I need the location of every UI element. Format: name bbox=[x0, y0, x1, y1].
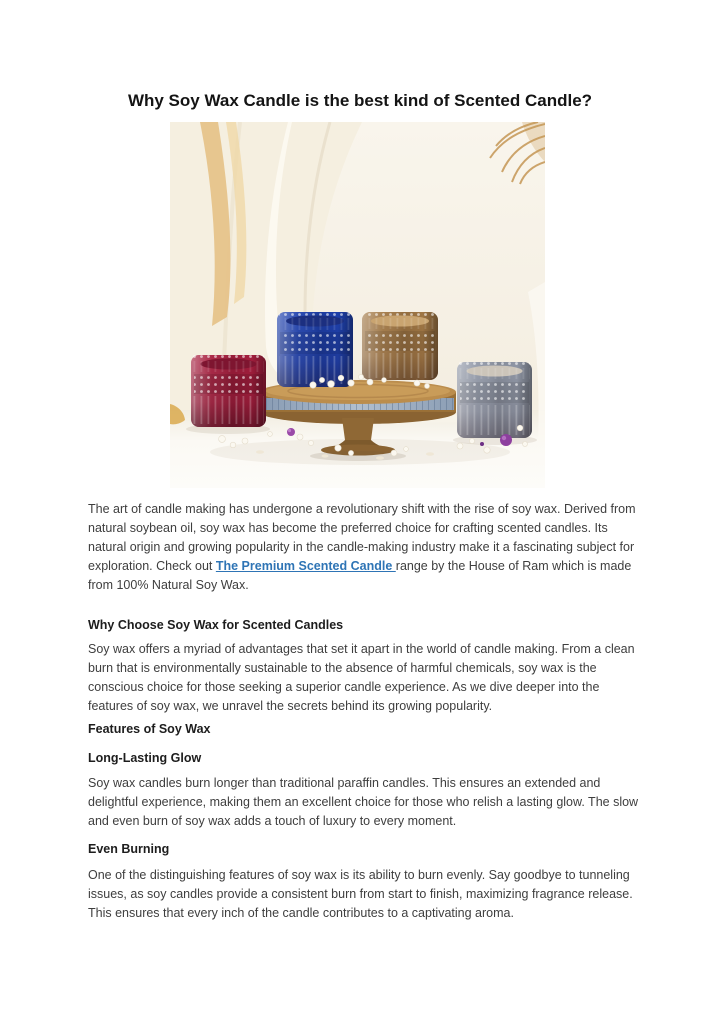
paragraph-even-burning: One of the distinguishing features of soy wax is its ability to burn evenly. Say goodbye to tunneling issues, as soy candles provide a consistent burn from start to finish, maximizing fragrance release. This ensures that every inch of the candle contributes to a captivating aroma. bbox=[88, 868, 633, 920]
heading-features-of-soy-wax: Features of Soy Wax bbox=[88, 722, 211, 736]
paragraph-long-lasting-glow: Soy wax candles burn longer than traditional paraffin candles. This ensures an extended and delightful experience, making them an excellent choice for those who relish a lasting glow. The slow and even burn of soy wax adds a touch of luxury to every moment. bbox=[88, 776, 639, 828]
gray-candle bbox=[453, 360, 537, 445]
heading-long-lasting-glow: Long-Lasting Glow bbox=[88, 751, 202, 765]
intro-text-after: range by the House of Ram which is made from 100% Natural Soy Wax. bbox=[88, 559, 632, 592]
heading-why-choose-soy-wax: Why Choose Soy Wax for Scented Candles bbox=[88, 618, 344, 632]
heading-even-burning: Even Burning bbox=[88, 842, 170, 856]
candle-photo-svg bbox=[170, 122, 545, 488]
page-title: Why Soy Wax Candle is the best kind of Scented Candle? bbox=[127, 91, 593, 110]
paragraph-why-choose-soy-wax: Soy wax offers a myriad of advantages that set it apart in the world of candle making. From a clean burn that is environmentally sustainable to the absence of harmful chemicals, soy wax is the conscious choice for those seeking a superior candle experience. As we dive deeper into the features of soy wax, we unravel the secrets behind its growing popularity. bbox=[88, 642, 635, 713]
premium-scented-candle-link[interactable]: The Premium Scented Candle bbox=[215, 559, 396, 573]
intro-paragraph bbox=[88, 500, 640, 595]
red-candle bbox=[186, 353, 270, 434]
article-image bbox=[170, 122, 545, 488]
intro-text-before: The art of candle making has undergone a revolutionary shift with the rise of soy wax. Derived from natural soybean oil, soy wax has become the preferred choice for crafting scented candles. Its natural origin and growing popularity in the candle-making industry make it a fascinating subject for exploration. Check out bbox=[88, 502, 636, 573]
amber-candle bbox=[362, 310, 438, 380]
